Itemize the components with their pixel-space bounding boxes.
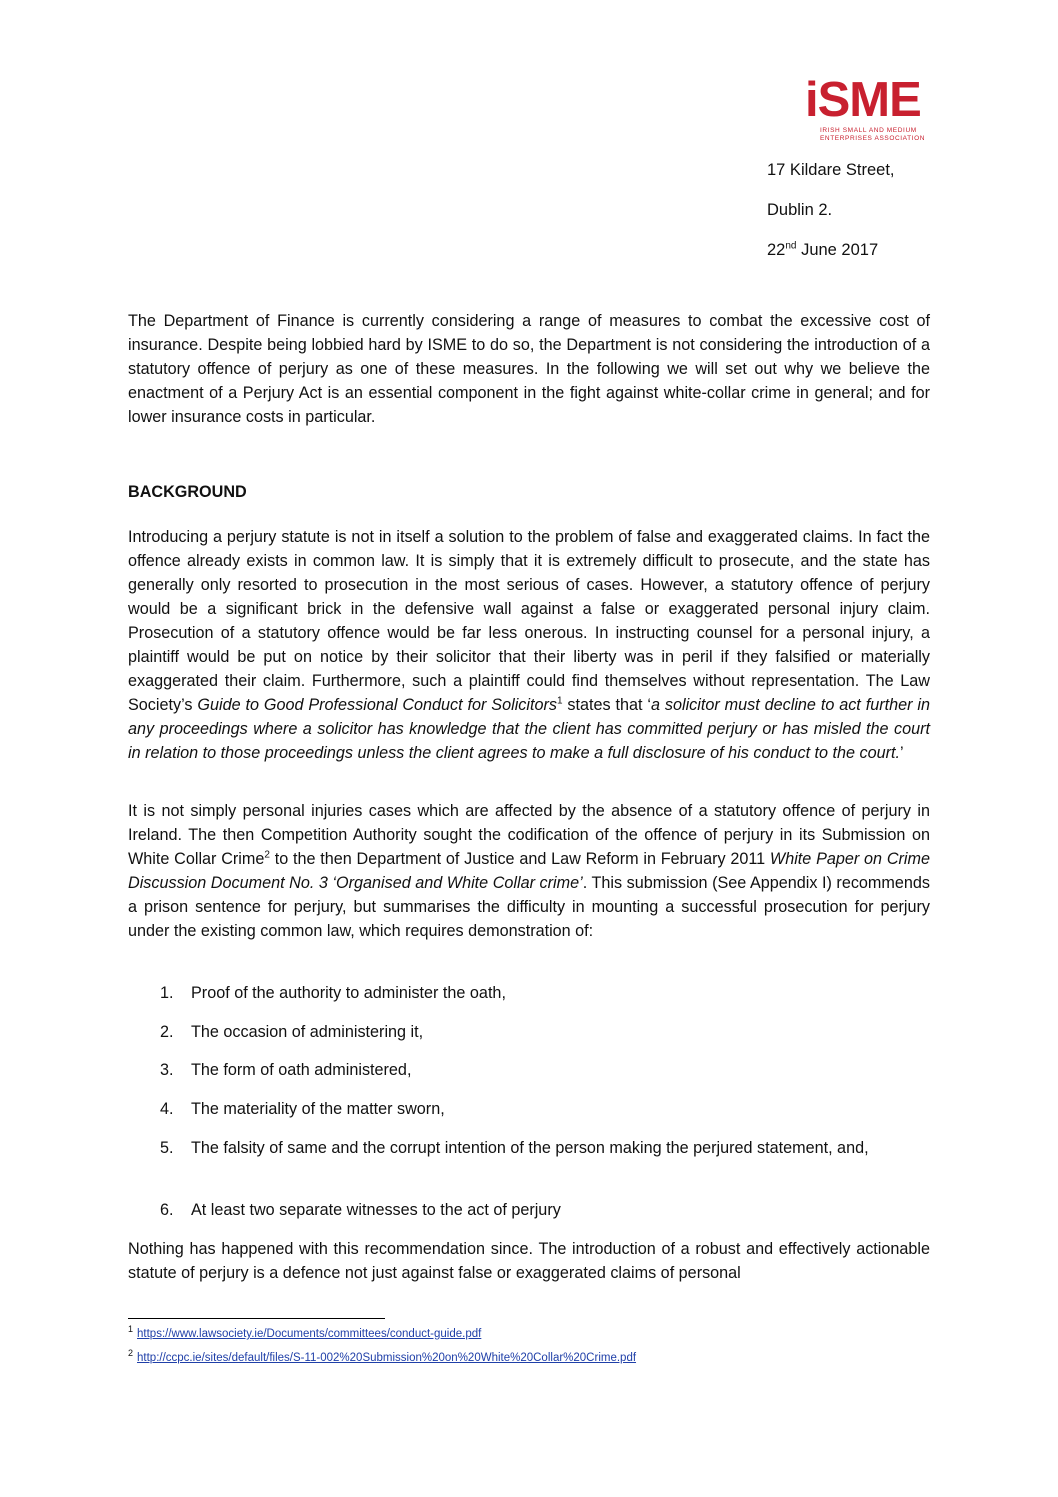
- document-page: iSME IRISH SMALL AND MEDIUM ENTERPRISES ASSOCIATION 17 Kildare Street, Dublin 2. 22nd June 2017 The Department of Finance is currently considering a range of measures to combat the excessive cost of insurance. Despite being lobbied hard by ISME to do so, the Department is not considering the introduction of a statutory offence of perjury as one of these measures. In the following we will set out why we believe the enactment of a Perjury Act is an essential component in the fight against white-collar crime in general; and for lower insurance costs in particular. BACKGROUND Introducing a perjury statute is not in itself a solution to the problem of false and exaggerated claims. In fact the offence already exists in common law. It is simply that it is extremely difficult to prosecute, and the state has generally only resorted to prosecution in the most serious of cases. However, a statutory offence of perjury would be a significant brick in the defensive wall against a false or exaggerated personal injury claim. Prosecution of a statutory offence would be far less onerous. In instructing counsel for a personal injury, a plaintiff would be put on notice by their solicitor that their liberty was in peril if they falsified or materially exaggerated their claim. Furthermore, such a plaintiff could find themselves without representation. The Law Society’s Guide to Good Professional Conduct for Solicitors$^1$ states that ‘a solicitor must decline to act further in any proceedings where a solicitor has knowledge that the client has committed perjury or has misled the court in relation to those proceedings unless the client agrees to make a full disclosure of his conduct to the court.’ It is not simply personal injuries cases which are affected by the absence of a statutory offence of perjury in Ireland. The then Competition Authority sought the codification of the offence of perjury in its Submission on White Collar Crime$^2$ to the then Department of Justice and Law Reform in February 2011 White Paper on Crime Discussion Document No. 3 ‘Organised and White Collar crime’. This submission (See Appendix I) recommends a prison sentence for perjury, but summarises the difficulty in mounting a successful prosecution for perjury under the existing common law, which requires demonstration of: 1. Proof of the authority to administer the oath, 2. The occasion of administering it, 3. The form of oath administered, 4. The materiality of the matter sworn, 5. The falsity of same and the corrupt intention of the person making the perjured statement, and, 6. At least two separate witnesses to the act of perjury Nothing has happened with this recommendation since. The introduction of a robust and effectively actionable statute of perjury is a defence not just against false or exaggerated claims of personal $^1$ https://www.lawsociety.ie/Documents/committees/conduct-guide.pdf $^2$ http://ccpc.ie/sites/default/files/S-11-002%20Submission%20on%20White%20Collar%20Crime.pdf: [128, 73, 930, 1364]
- section-heading: BACKGROUND: [128, 483, 247, 501]
- footnote-link-1[interactable]: https://www.lawsociety.ie/Documents/committees/conduct-guide.pdf: [137, 1328, 482, 1340]
- footnote-1: $^1$ https://www.lawsociety.ie/Documents/committees/conduct-guide.pdf: [128, 1324, 482, 1340]
- sender-address: [767, 150, 895, 270]
- footnote-divider: [128, 1318, 385, 1319]
- logo-subtitle: IRISH SMALL AND MEDIUM ENTERPRISES ASSOCIATION: [820, 127, 926, 142]
- logo-wordmark: iSME: [805, 73, 921, 127]
- address-city: Dublin 2.: [767, 201, 833, 219]
- footnote-ref-1[interactable]: 1: [556, 695, 563, 707]
- footnote-2: $^2$ http://ccpc.ie/sites/default/files/S-11-002%20Submission%20on%20White%20Collar%20Crime.pdf: [128, 1348, 637, 1364]
- closing-paragraph: Nothing has happened with this recommendation since. The introduction of a robust and effectively actionable statute of perjury is a defence not just against false or exaggerated claims of personal: [128, 1240, 930, 1282]
- footnote-ref-2[interactable]: 2: [264, 849, 270, 861]
- intro-paragraph: The Department of Finance is currently considering a range of measures to combat the excessive cost of insurance. Despite being lobbied hard by ISME to do so, the Department is not considering the introduction of a statutory offence of perjury as one of these measures. In the following we will set out why we believe the enactment of a Perjury Act is an essential component in the fight against white-collar crime in general; and for lower insurance costs in particular.: [128, 312, 930, 426]
- letter-date: 22nd June 2017: [767, 240, 879, 259]
- background-paragraph-1: Introducing a perjury statute is not in itself a solution to the problem of false and exaggerated claims. In fact the offence already exists in common law. It is simply that it is extremely difficult to prosecute, and the state has generally only resorted to prosecution in the most serious of cases. However, a statutory offence of perjury would be a significant brick in the defensive wall against a false or exaggerated personal injury claim. Prosecution of a statutory offence would be far less onerous. In instructing counsel for a personal injury, a plaintiff would be put on notice by their solicitor that their liberty was in peril if they falsified or materially exaggerated their claim. Furthermore, such a plaintiff could find themselves without representation. The Law Society’s Guide to Good Professional Conduct for Solicitors$^1$ states that ‘a solicitor must decline to act further in any proceedings where a solicitor has knowledge that the client has committed perjury or has misled the court in relation to those proceedings unless the client agrees to make a full disclosure of his conduct to the court.’: [128, 528, 930, 762]
- footnote-link-2[interactable]: http://ccpc.ie/sites/default/files/S-11-002%20Submission%20on%20White%20Collar%20Crime.pdf: [137, 1352, 637, 1364]
- background-paragraph-2: It is not simply personal injuries cases which are affected by the absence of a statutory offence of perjury in Ireland. The then Competition Authority sought the codification of the offence of perjury in its Submission on White Collar Crime$^2$ to the then Department of Justice and Law Reform in February 2011 White Paper on Crime Discussion Document No. 3 ‘Organised and White Collar crime’. This submission (See Appendix I) recommends a prison sentence for perjury, but summarises the difficulty in mounting a successful prosecution for perjury under the existing common law, which requires demonstration of:: [128, 802, 930, 940]
- address-street: 17 Kildare Street,: [767, 161, 895, 179]
